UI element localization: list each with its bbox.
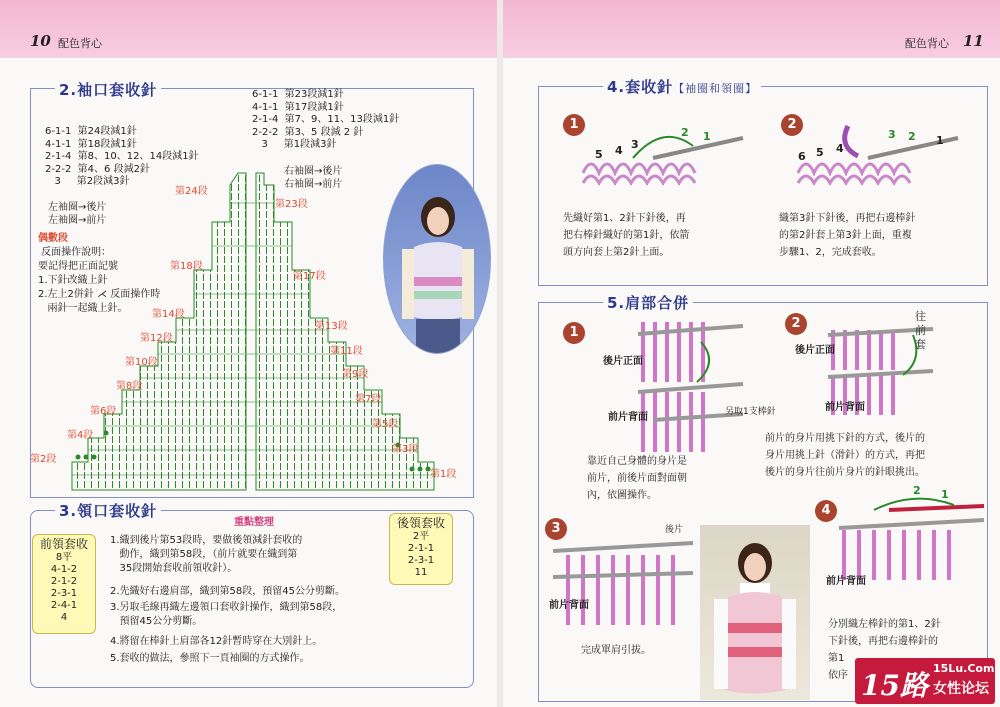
svg-text:4: 4 bbox=[836, 142, 844, 155]
sec4-title: 4.套收針 bbox=[607, 78, 674, 96]
svg-text:5: 5 bbox=[595, 148, 603, 161]
section-title bbox=[603, 76, 761, 97]
row-label: 第1段 bbox=[430, 469, 457, 480]
row-label: 第8段 bbox=[116, 381, 143, 392]
svg-text:2: 2 bbox=[908, 130, 916, 143]
row-label: 第2段 bbox=[30, 454, 57, 465]
sec4-subtitle: 【袖圈和領圈】 bbox=[673, 82, 758, 95]
svg-text:2: 2 bbox=[681, 126, 689, 139]
svg-text:3: 3 bbox=[631, 138, 639, 151]
front-neck-box bbox=[32, 534, 96, 634]
front-label: 前片背面 bbox=[608, 412, 648, 423]
step-badge: 3 bbox=[545, 518, 567, 540]
direction-label: 往 前 套 bbox=[915, 310, 926, 351]
page-number: 11 bbox=[963, 32, 984, 50]
row-label: 第11段 bbox=[330, 346, 363, 357]
sec5-p2-caption: 前片的身片用挑下針的方式，後片的 身片用挑上針（滑針）的方式，再把 後片的身片往前片身片的針眼挑出。 bbox=[765, 433, 925, 478]
section-title: 2.袖口套收針 bbox=[55, 79, 161, 100]
sec5-p3-caption: 完成單肩引拔。 bbox=[581, 645, 651, 656]
svg-text:1: 1 bbox=[703, 130, 711, 143]
page-title: 配色背心 bbox=[58, 37, 102, 50]
step-badge: 1 bbox=[563, 114, 585, 136]
row-label: 第13段 bbox=[315, 321, 348, 332]
intro-list: 6-1-1 第24段減1針 4-1-1 第18段減1針 2-1-4 第8、10、12、14段減1針 2-2-2 第4、6 段減2針 3 第2段減3針 bbox=[45, 126, 199, 187]
section-title: 3.領口套收針 bbox=[55, 500, 161, 521]
back-label: 後片正面 bbox=[795, 345, 835, 356]
watermark-site: 15Lu.Com bbox=[933, 662, 995, 675]
intro-list-2: 6-1-1 第23段減1針 4-1-1 第17段減1針 2-1-4 第7、9、11、13段減1針 2-2-2 第3、5 段減 2 針 3 第1段減3針 bbox=[252, 89, 400, 150]
even-rows-title: 偶數段 bbox=[38, 233, 68, 244]
row-label: 第12段 bbox=[140, 333, 173, 344]
shoulder-diagram-3 bbox=[553, 525, 693, 645]
svg-text:1: 1 bbox=[936, 134, 944, 147]
extra-needle-label: 另取1支棒針 bbox=[725, 407, 776, 417]
step-badge: 1 bbox=[563, 322, 585, 344]
front-label: 前片背面 bbox=[826, 576, 866, 587]
row-label: 第18段 bbox=[170, 261, 203, 272]
step-badge: 2 bbox=[781, 114, 803, 136]
front-label: 前片背面 bbox=[549, 600, 589, 611]
key-points-title: 重點整理 bbox=[234, 517, 274, 528]
front-label: 前片背面 bbox=[825, 402, 865, 413]
svg-text:3: 3 bbox=[888, 128, 896, 141]
back-label: 後片正面 bbox=[603, 356, 643, 367]
left-page bbox=[0, 0, 497, 707]
row-label: 第10段 bbox=[125, 357, 158, 368]
svg-text:2: 2 bbox=[913, 484, 921, 497]
page-title: 配色背心 bbox=[905, 37, 949, 50]
right-page bbox=[503, 0, 1000, 707]
back-neck-title: 後領套收 bbox=[396, 516, 445, 530]
right-arm-note: 右袖圈→後片 右袖圈→前片 bbox=[284, 166, 343, 190]
page-number: 10 bbox=[30, 32, 51, 50]
row-label: 第17段 bbox=[293, 271, 326, 282]
front-neck-title: 前領套收 bbox=[39, 537, 88, 551]
svg-text:5: 5 bbox=[816, 146, 824, 159]
step-5: 5.套收的做法，參照下一頁袖圈的方式操作。 bbox=[110, 653, 310, 664]
row-label: 第7段 bbox=[355, 394, 382, 405]
row-label: 第5段 bbox=[372, 419, 399, 430]
row-label: 第9段 bbox=[342, 369, 369, 380]
svg-text:6: 6 bbox=[798, 150, 806, 163]
site-watermark bbox=[855, 658, 995, 704]
row-label: 第3段 bbox=[392, 444, 419, 455]
sec4-step2-caption: 織第3針下針後，再把右邊棒針 的第2針套上第3針上面，重複 步驟1、2，完成套收。 bbox=[779, 213, 916, 258]
row-label: 第4段 bbox=[67, 430, 94, 441]
back-neck-values: 2平 2-1-1 2-3-1 11 bbox=[407, 531, 435, 578]
row-label: 第14段 bbox=[152, 309, 185, 320]
back-neck-box bbox=[389, 513, 453, 585]
watermark-sub: 女性论坛 bbox=[933, 681, 989, 697]
svg-text:1: 1 bbox=[941, 488, 949, 501]
sec4-step1-caption: 先織好第1、2針下針後，再 把右棒針織好的第1針，依箭 頭方向套上第2針上面。 bbox=[563, 213, 690, 258]
step-1: 1.織到後片第53段時，要做後領減針套收的 動作，織到第58段，（前片就要在織到第 35段開始套收前領收針）。 bbox=[110, 535, 303, 574]
step-4: 4.將留在棒針上肩部各12針暫時穿在大別針上。 bbox=[110, 636, 323, 647]
step-badge: 2 bbox=[785, 313, 807, 335]
back-label: 後片 bbox=[665, 525, 684, 535]
section-title: 5.肩部合併 bbox=[603, 292, 693, 313]
row-label: 第23段 bbox=[275, 199, 308, 210]
step-2: 2.先織好右邊肩部，織到第58段，預留45公分剪斷。 bbox=[110, 586, 345, 597]
even-rows-text: 反面操作說明： 要記得把正面記號 1.下針改織上針 2.左上2併針 ⋌ 反面操作時 兩針一起織上針。 bbox=[38, 247, 161, 314]
front-neck-values: 8平 4-1-2 2-1-2 2-3-1 2-4-1 4 bbox=[50, 552, 78, 623]
cast-off-diagram-1 bbox=[573, 118, 753, 198]
step-badge: 4 bbox=[815, 500, 837, 522]
row-label: 第6段 bbox=[90, 406, 117, 417]
step-3: 3.另取毛線再織左邊領口套收針操作，織到第58段， 預留45公分剪斷。 bbox=[110, 602, 343, 627]
shoulder-diagram-4 bbox=[829, 480, 989, 590]
left-arm-note: 左袖圈→後片 左袖圈→前片 bbox=[48, 202, 107, 226]
model-photo bbox=[700, 525, 810, 700]
sec5-p1-caption: 靠近自己身體的身片是 前片，前後片面對面朝 內，依圖操作。 bbox=[587, 456, 687, 501]
row-label: 第24段 bbox=[175, 186, 208, 197]
cast-off-diagram-2 bbox=[788, 118, 968, 198]
svg-text:4: 4 bbox=[615, 144, 623, 157]
model-photo-oval bbox=[383, 164, 491, 354]
shoulder-diagram-1 bbox=[633, 312, 753, 462]
watermark-big: 15路 bbox=[861, 669, 928, 702]
sec5-p4-caption: 分別織左棒針的第1、2針 下針後，再把右邊棒針的 第1 依序 bbox=[828, 619, 941, 681]
